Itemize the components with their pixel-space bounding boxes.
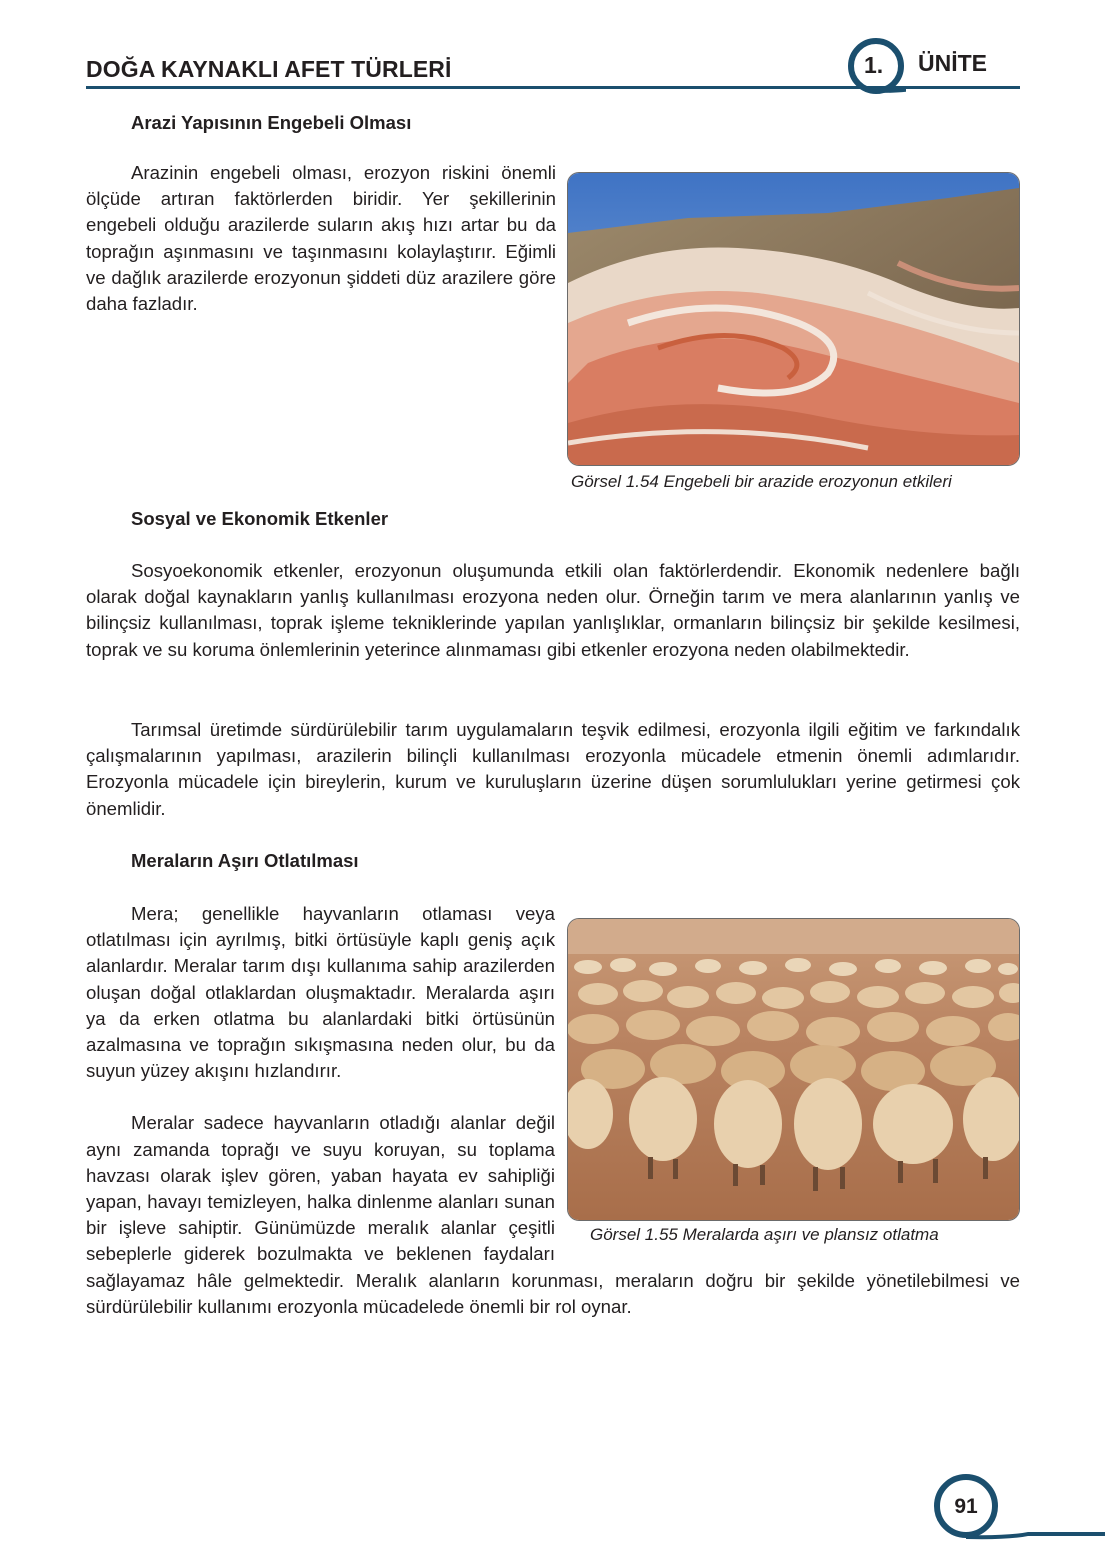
eroded-terrain-illustration <box>568 173 1019 465</box>
paragraph-socioeconomic-2: Tarımsal üretimde sürdürülebilir tarım uygulamaların teşvik edilmesi, erozyonla ilgili eğitim ve farkındalık çalışmalarının yapılması, arazilerin bilinçli kullanılması erozyonla mücadele etmenin önemli adımlarıdır. Erozyonla mücadele için bireylerin, kurum ve kuruluşların üzerine düşen sorumlulukları yerine getirmesi çok önemlidir. <box>86 719 1020 819</box>
figure-caption-2: Görsel 1.55 Meralarda aşırı ve plansız otlatma <box>590 1225 939 1244</box>
paragraph-socioeconomic-1: Sosyoekonomik etkenler, erozyonun oluşumunda etkili olan faktörlerdendir. Ekonomik nedenlere bağlı olarak doğal kaynakların yanlış kullanılması erozyona neden olur. Örneğin tarım ve mera alanlarının yanlış ve bilinçsiz kullanılması, toprak işleme tekniklerinde yapılan yanlışlıklar, ormanların bilinçsiz bir şekilde kesilmesi, toprak ve su koruma önlemlerinin yeterince alınmaması gibi etkenler erozyona neden olabilmektedir. <box>86 560 1020 660</box>
unit-label: ÜNİTE <box>918 50 987 76</box>
photo-sheep-grazing <box>567 918 1020 1221</box>
page-number: 91 <box>954 1495 978 1518</box>
section-heading-terrain: Arazi Yapısının Engebeli Olması <box>131 112 412 133</box>
sheep-flock-illustration <box>568 919 1019 1220</box>
paragraph-overgrazing-2: Meralar sadece hayvanların otladığı alanlar değil aynı zamanda toprağı ve suyu koruyan, su toplama havzası olarak işlev gören, yaban hayata ev sahipliği yapan, havayı temizleyen, halka dinlenme alanları sunan bir işleve sahiptir. Günümüzde meralık alanlar çeşitli sebeplerle giderek bozulmakta ve beklenen faydaları sağlayamaz hâle gelmektedir. Meralık alanların korunması, meraların doğru bir şekilde yönetilebilmesi ve sürdürülebilir kullanımı erozyonla mücadelede önemli bir rol oynar. <box>86 1112 1020 1317</box>
paragraph-overgrazing-1: Mera; genellikle hayvanların otlaması veya otlatılması için ayrılmış, bitki örtüsüyle kaplı geniş açık alanlardır. Meralar tarım dışı kullanıma sahip arazilerden oluşan doğal otlaklardan oluşmaktadır. Meralarda aşırı ya da erken otlatma bu alanlardaki bitki örtüsünün azalmasına ve toprağın sıkışmasına neden olur, bu da suyun yüzey akışını hızlandırır. <box>86 903 555 1082</box>
section-heading-socioeconomic: Sosyal ve Ekonomik Etkenler <box>131 508 389 529</box>
chapter-title: DOĞA KAYNAKLI AFET TÜRLERİ <box>86 56 452 82</box>
section-heading-overgrazing: Meraların Aşırı Otlatılması <box>131 850 359 871</box>
paragraph-terrain: Arazinin engebeli olması, erozyon riskini önemli ölçüde artıran faktörlerden biridir. Yer şekillerinin engebeli olduğu arazilerde suların akış hızı artar bu da toprağın aşınmasını ve taşınmasını kolaylaştırır. Eğimli ve dağlık arazilerde erozyonun şiddeti düz arazilere göre daha fazladır. <box>86 162 556 315</box>
figure-caption-1: Görsel 1.54 Engebeli bir arazide erozyonun etkileri <box>571 472 952 491</box>
unit-number: 1. <box>864 52 884 78</box>
photo-eroded-terrain <box>567 172 1020 466</box>
